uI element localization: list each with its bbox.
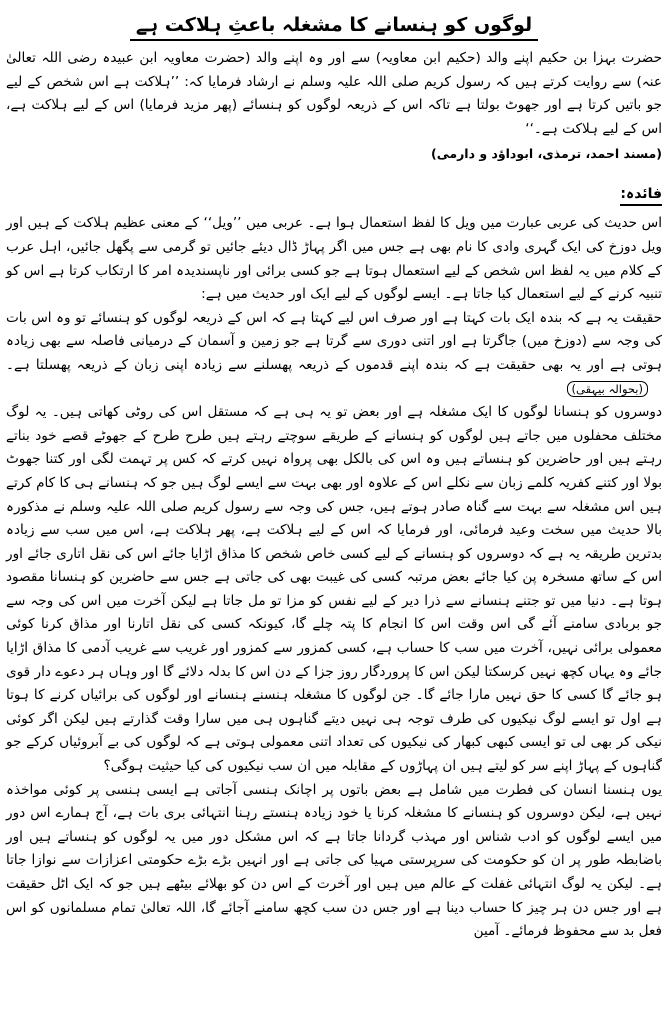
faida-heading-row — [6, 183, 662, 212]
faida-paragraph-3: دوسروں کو ہنسانا لوگوں کا ایک مشغلہ ہے اور بعض تو یہ ہی ہے کہ مستقل اس کی روٹی کھاتی ہیں۔ یہ لوگ مختلف محفلوں میں جاتے ہیں لوگوں کو ہنسانے کے طریقے سوچتے رہتے ہیں طرح طرح کے جھوٹے قصے خود بناتے رہتے ہیں اور حاضرین کو ہنساتے ہیں وہ اس کی بالکل بھی پرواہ نہیں کرتے کہ کس پر تہمت لگی اور کتنا جھوٹ بولا اور کتنے کفریہ کلمے زبان سے نکلے اس کے علاوہ اور بھی بہت سے ایسے لوگ ہیں جو کہ ہنسانے ہی کا کام کرتے ہیں اس مشغلہ سے بہت سے گناہ صادر ہوتے ہیں، جس کی وجہ سے رسول کریم صلی اللہ علیہ وسلم نے مذکورہ بالا حدیث میں سخت وعید فرمائی، اور فرمایا کہ اس کے لیے ہلاکت ہے، پھر ہلاکت ہے، اس میں سب سے زیادہ بدترین طریقہ یہ ہے کہ دوسروں کو ہنسانے کے لیے کسی خاص شخص کا مذاق اڑایا جائے اس کی نقل اتاری جائے اور اس کے ساتھ مسخرہ پن کیا جائے بعض مرتبہ کسی کی غیبت بھی کی جاتی ہے جس سے حاضرین کو ہنسانا مقصود ہوتا ہے۔ دنیا میں تو جتنے ہنسانے سے ذرا دیر کے لیے نفس کو مزا تو مل جاتا ہے لیکن آخرت میں اس کی وجہ سے جو بربادی سامنے آئے گی اس وقت اس کا انجام کا پتہ چلے گا، کیونکہ کسی کی نقل اتارنا اور مذاق کرنا کوئی معمولی برائی نہیں، آخرت میں سب کا حساب ہے، کسی کمزور سے کمزور اور غریب سے غریب آدمی کا مذاق اڑایا جائے وہ یہاں کچھ نہیں کرسکتا لیکن اس کا پروردگار روز جزا کے دن اس کا بدلہ دلائے گا اور وہاں ہر دعوے دار قوی ہو جائے گا کسی کا حق نہیں مارا جائے گا۔ جن لوگوں کا مشغلہ ہنسنے ہنسانے اور لوگوں کی برائیاں کرنے کا ہوتا ہے اول تو ایسے لوگ نیکیوں کی طرف توجہ ہی نہیں دیتے گناہوں ہی میں سارا وقت گذارتے ہیں لیکن اگر کوئی نیکی کر بھی لی تو ایسی کبھی کبھار کی نیکیوں کی تعداد اتنی معمولی ہوتی ہے کہ لوگوں کی بے آبروئیاں کرکے جو گناہوں کے پہاڑ اپنے سر کو لیتے ہیں ان پہاڑوں کے مقابلہ میں ان سب نیکیوں کی کیا حیثیت ہوگی؟ — [6, 404, 662, 775]
faida-heading: فائدہ: — [620, 184, 662, 206]
faida-paragraph-2 — [6, 307, 662, 401]
faida-paragraph-4: یوں ہنسنا انسان کی فطرت میں شامل ہے بعض باتوں پر اچانک ہنسی آجاتی ہے ایسی ہنسی پر کوئی مواخذہ نہیں ہے، لیکن دوسروں کو ہنسانے کا مشغلہ کرنا یا خود زیادہ ہنستے رہنا انتہائی بری بات ہے، آج ہمارے اس دور میں ایسے لوگوں کو ادب شناس اور مہذب گردانا جاتا ہے کہ اس مشکل دور میں یہ لوگوں کو ہنساتے ہیں اور باضابطہ طور پر ان کو حکومت کی سرپرستی مہیا کی جاتی ہے اور انہیں بڑے بڑے حکومتی اعزازات سے نوازا جاتا ہے۔ لیکن یہ لوگ انتہائی غفلت کے عالم میں ہیں اور آخرت کے اس دن کو بھلائے بیٹھے ہیں جو کہ ایک اٹل حقیقت ہے اور جس دن ہر چیز کا حساب دینا ہے اور جس دن سب کچھ سامنے آجائے گا، اللہ تعالیٰ تمام مسلمانوں کو اس فعل بد سے محفوظ فرمائے۔ آمین — [6, 781, 662, 940]
inline-reference: (بحوالہ بیہقی) — [567, 381, 648, 397]
hadith-citation: (مسند احمد، ترمذی، ابوداؤد و دارمی) — [431, 146, 662, 162]
hadith-text: حضرت بہزا بن حکیم اپنے والد (حکیم ابن معاویہ) سے اور وہ اپنے والد (حضرت معاویہ ابن عبیدہ رضی اللہ تعالیٰ عنہ) سے روایت کرتے ہیں کہ رسول کریم صلی اللہ علیہ وسلم نے ارشاد فرمایا کہ: ’’ہلاکت ہے اس شخص کے لیے جو باتیں کرتا ہے اور جھوٹ بولتا ہے تاکہ اس کے ذریعہ لوگوں کو ہنسائے (پھر مزید فرمایا) اس کے لیے ہلاکت ہے، اس کے لیے ہلاکت ہے۔‘‘ — [6, 50, 662, 137]
page-title: لوگوں کو ہنسانے کا مشغلہ باعثِ ہلاکت ہے — [130, 12, 538, 41]
faida-paragraph-1: اس حدیث کی عربی عبارت میں ویل کا لفظ استعمال ہوا ہے۔ عربی میں ’’ویل‘‘ کے معنی عظیم ہلاکت کے ہیں اور ویل دوزخ کی ایک گہری وادی کا نام بھی ہے جس میں اگر پہاڑ ڈال دیئے جائیں تو گرمی سے پگھل جائیں، اہل عرب کے کلام میں یہ لفظ اس شخص کے لیے استعمال ہوتا ہے جو کسی برائی اور ناپسندیدہ امر کا ارتکاب کرتا ہے اس کو تنبیہ کرنے کے لیے استعمال کیا جاتا ہے۔ ایسے لوگوں کے لیے ایک اور حدیث میں ہے: — [6, 215, 662, 303]
faida-paragraph-2-text: حقیقت یہ ہے کہ بندہ ایک بات کہتا ہے اور صرف اس لیے کہتا ہے کہ اس کے ذریعہ لوگوں کو ہنسائے تو وہ اس بات کی وجہ سے (دوزخ میں) جاگرتا ہے اور اتنی دوری سے گرتا ہے جو زمین و آسمان کے درمیانی فاصلہ سے بھی زیادہ ہوتی ہے اور یہ بھی حقیقت ہے کہ بندہ اپنے قدموں کے ذریعہ پھسلنے سے زیادہ اپنی زبان کے ذریعہ پھسلتا ہے۔ — [6, 309, 662, 373]
title-wrap — [6, 12, 662, 41]
page-content — [6, 4, 662, 944]
